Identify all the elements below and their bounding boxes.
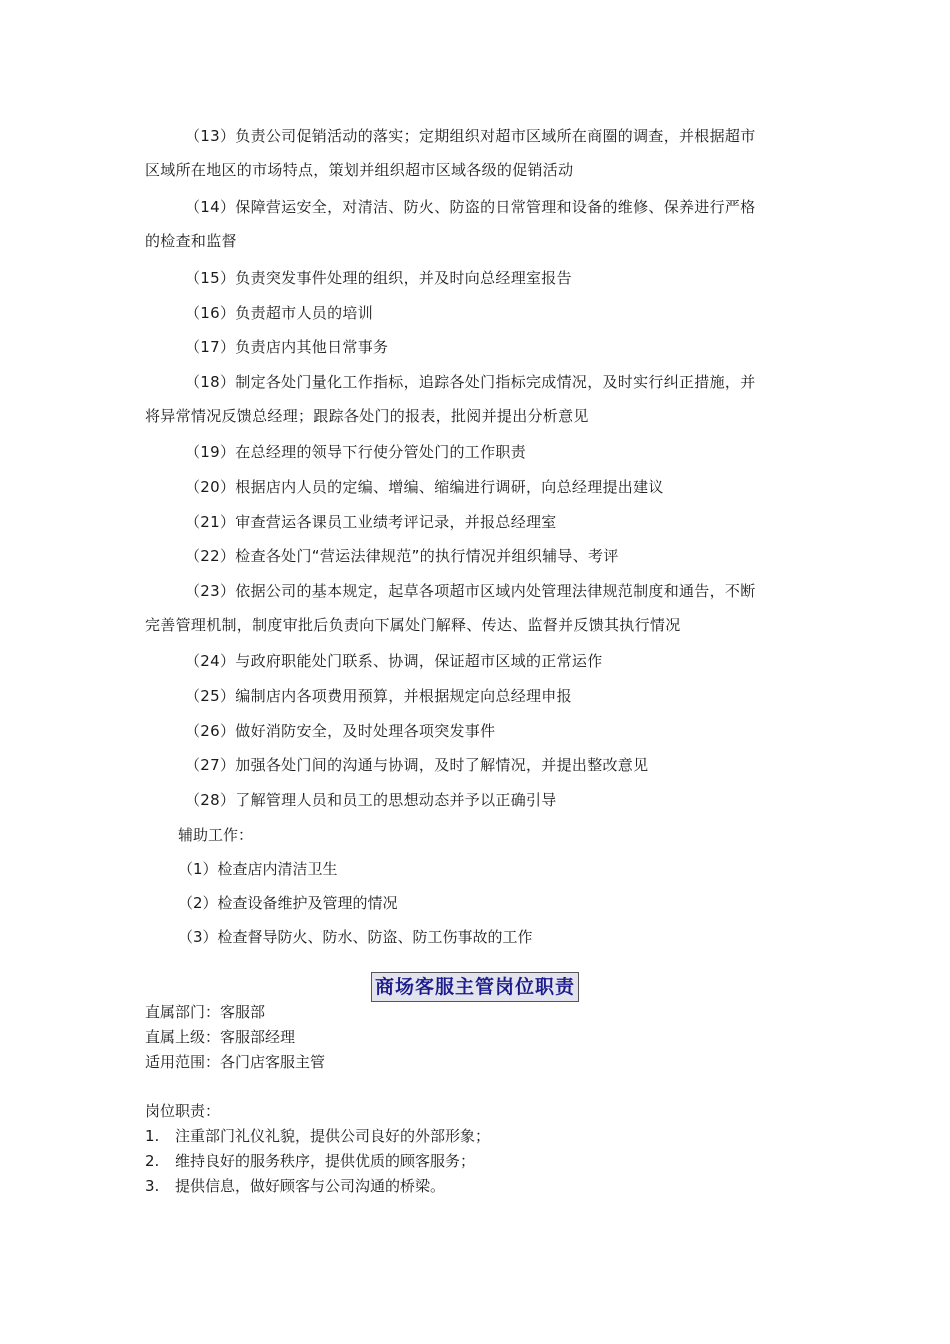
- duty-item-25: [145, 679, 805, 713]
- duty-number: 1.: [145, 1127, 160, 1145]
- duty-line: （21）审查营运各课员工业绩考评记录，并报总经理室: [185, 513, 557, 531]
- duty-line: （18）制定各处门量化工作指标，追踪各处门指标完成情况，及时实行纠正措施，并: [185, 373, 756, 391]
- duty-line: （26）做好消防安全，及时处理各项突发事件: [185, 722, 496, 740]
- duty-item-14: [145, 190, 805, 258]
- section-title: 商场客服主管岗位职责: [371, 972, 579, 1002]
- section-title-wrap: [0, 972, 950, 1002]
- info-scope: 适用范围：各门店客服主管: [145, 1053, 326, 1071]
- duty-item-21: [145, 505, 805, 539]
- duty-line: （28）了解管理人员和员工的思想动态并予以正确引导: [185, 791, 557, 809]
- duty-line: （23）依据公司的基本规定，起草各项超市区域内处管理法律规范制度和通告，不断: [185, 582, 756, 600]
- duty-line: （24）与政府职能处门联系、协调，保证超市区域的正常运作: [185, 652, 603, 670]
- duty-number: 2.: [145, 1152, 160, 1170]
- duty-line: （15）负责突发事件处理的组织，并及时向总经理室报告: [185, 269, 572, 287]
- duty-item-13: [145, 119, 805, 187]
- duty-line: （19）在总经理的领导下行使分管处门的工作职责: [185, 443, 526, 461]
- duty-line: （16）负责超市人员的培训: [185, 304, 373, 322]
- duty-item-27: [145, 748, 805, 782]
- duty-list-item: [145, 1124, 490, 1149]
- aux-heading: 辅助工作：: [178, 826, 254, 844]
- duty-line: 完善管理机制，制度审批后负责向下属处门解释、传达、监督并反馈其执行情况: [145, 616, 681, 634]
- aux-item: （2）检查设备维护及管理的情况: [178, 894, 398, 912]
- duties-heading: 岗位职责：: [145, 1102, 221, 1120]
- duty-line: （20）根据店内人员的定编、增编、缩编进行调研，向总经理提出建议: [185, 478, 664, 496]
- duty-item-20: [145, 470, 805, 504]
- duty-item-24: [145, 644, 805, 678]
- duty-item-26: [145, 714, 805, 748]
- duty-item-22: [145, 539, 805, 573]
- duty-item-16: [145, 296, 805, 330]
- duty-line: （25）编制店内各项费用预算，并根据规定向总经理申报: [185, 687, 572, 705]
- info-superior: 直属上级：客服部经理: [145, 1028, 296, 1046]
- duty-line: （22）检查各处门“营运法律规范”的执行情况并组织辅导、考评: [185, 547, 619, 565]
- duty-line: 将异常情况反馈总经理；跟踪各处门的报表，批阅并提出分析意见: [145, 407, 589, 425]
- duty-text: 维持良好的服务秩序，提供优质的顾客服务；: [175, 1152, 476, 1170]
- duty-item-17: [145, 330, 805, 364]
- aux-item: （1）检查店内清洁卫生: [178, 860, 338, 878]
- duty-line: （13）负责公司促销活动的落实；定期组织对超市区域所在商圈的调查，并根据超市: [185, 127, 756, 145]
- duty-list-item: [145, 1149, 475, 1174]
- duty-text: 提供信息，做好顾客与公司沟通的桥梁。: [175, 1177, 446, 1195]
- duty-line: （17）负责店内其他日常事务: [185, 338, 389, 356]
- duty-line: 的检查和监督: [145, 232, 237, 250]
- duty-text: 注重部门礼仪礼貌，提供公司良好的外部形象；: [175, 1127, 491, 1145]
- duty-line: （14）保障营运安全，对清洁、防火、防盗的日常管理和设备的维修、保养进行严格: [185, 198, 756, 216]
- duty-item-23: [145, 574, 805, 642]
- duty-number: 3.: [145, 1177, 160, 1195]
- duty-item-19: [145, 435, 805, 469]
- duty-item-28: [145, 783, 805, 817]
- duty-line: （27）加强各处门间的沟通与协调，及时了解情况，并提出整改意见: [185, 756, 649, 774]
- duty-line: 区域所在地区的市场特点，策划并组织超市区域各级的促销活动: [145, 161, 574, 179]
- duty-item-18: [145, 365, 805, 433]
- duty-list-item: [145, 1174, 445, 1199]
- aux-item: （3）检查督导防火、防水、防盗、防工伤事故的工作: [178, 928, 533, 946]
- info-department: 直属部门：客服部: [145, 1003, 266, 1021]
- duty-item-15: [145, 261, 805, 295]
